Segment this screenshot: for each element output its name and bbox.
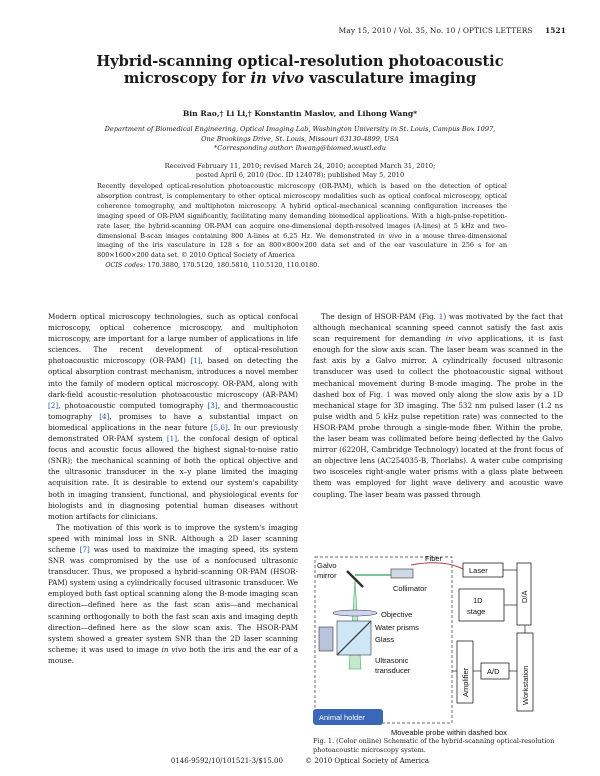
paragraph: Modern optical microscopy technologies, such as optical confocal microscopy, optical coherence microscopy, and multiphoton microscopy, are important for a large number of applications in life sciences. The recent development of optical-resolution photoacoustic microscopy (OR-PAM) [1], based on detecting the optical absorption contrast mechanism, introduces a novel member into the family of modern optical microscopy. OR-PAM, along with dark-field acoustic-resolution photoacoustic microscopy (AR-PAM) [2], photoacoustic computed tomography [3], and thermoacoustic tomography [4], promises to have a substantial impact on biomedical applications in the near future [5,6]. In our previously demonstrated OR-PAM system [1], the confocal design of optical focus and acoustic focus allowed the highest signal-to-noise ratio (SNR); the mechanical scanning of both the optical objective and the ultrasonic transducer in the x–y plane limited the imaging acquisition rate. It is desirable to extend our system's capability both in imaging transient, functional, and physiological events for biologists and in diagnosing potential human diseases without motion artifacts for clinicians. [48,312,299,521]
animal-holder-label: Animal holder [319,713,365,722]
laser-label: Laser [469,566,488,575]
citation-link[interactable]: [2] [48,400,59,410]
galvo-label-2: mirror [317,571,337,580]
amplifier-label: Amplifier [461,667,470,697]
dates-line-2: posted April 6, 2010 (Doc. ID 124078); published May 5, 2010 [195,171,405,180]
affiliation-line-2: One Brookings Drive, St. Louis, Missouri 63130-4899, USA [201,134,399,143]
figure-link[interactable]: 1 [438,312,444,321]
system-schematic-figure [313,541,563,756]
probe-box-label: Moveable probe within dashed box [391,728,507,737]
citation-link[interactable]: [5,6] [210,422,228,432]
fiber-label: Fiber [425,554,443,563]
abstract: Recently developed optical-resolution photoacoustic microscopy (OR-PAM), which is based on the detection of optical absorption contrast, is complementary to other optical microscopy modalities such as optical confocal microscopy, optical coherence tomography, and multiphoton microscopy. A hybrid optical–mechanical scanning configuration increases the imaging speed of OR-PAM significantly, facilitating many demanding biomedical applications. With a high-pulse-repetition-rate laser, the hybrid-scanning OR-PAM can acquire one-dimensional depth-resolved images (A-lines) at 5 kHz and two-dimensional B-scan images containing 800 A-lines at 6.25 Hz. We demonstrated in vivo in a mouse three-dimensional imaging of the iris vasculature in 128 s for an 800×800×200 data set and of the ear vasculature in 256 s for an 800×1600×200 data set. © 2010 Optical Society of America OCIS codes: 170.3880, 170.5120, 180.5810, 110.5120, 110.0180. [97,182,507,270]
transducer-shape [319,627,333,651]
ocis-codes: OCIS codes: 170.3880, 170.5120, 180.5810, 110.5120, 110.0180. [105,261,320,270]
article-code: 0146-9592/10/101521-3/$15.00 [170,757,283,765]
affiliation-line-1: Department of Biomedical Engineering, Optical Imaging Lab, Washington University in St. Louis, Campus Box 1097, [104,125,496,133]
figure-caption: Fig. 1. (Color online) Schematic of the hybrid-scanning optical-resolution photoacoustic microscopy system. [313,737,555,754]
publication-dates [0,162,600,181]
glass-label: Glass [375,635,395,644]
galvo-label-1: Galvo [317,561,337,570]
body-column-left [48,311,298,666]
citation-link[interactable]: [7] [79,544,90,554]
corresponding-author: *Corresponding author: lhwang@biomed.wustl.edu [213,144,386,153]
da-label: D/A [520,590,529,603]
transducer-label-1: Ultrasonic [375,656,409,665]
citation-link[interactable]: [1] [166,434,178,444]
page-footer [0,757,600,765]
paragraph: The motivation of this work is to improve the system's imaging speed with minimal loss in SNR. Although a 2D laser scanning scheme [7] was used to maximize the imaging speed, its system SNR was compromised by the use of a nonfocused ultrasonic transducer. Thus, we proposed a hybrid-scanning OR-PAM (HSOR-PAM) system using a cylindrically focused ultrasonic transducer. We employed both fast optical scanning along the B-mode imaging scan direction—defined here as the fast scan axis—and mechanical scanning orthogonally to both the fast scan axis and imaging depth direction—defined here as the slow scan axis. The HSOR-PAM system showed a greater system SNR than the 2D laser scanning scheme; it was used to image in vivo both the iris and the ear of a mouse. [48,522,299,665]
citation-link[interactable]: [4] [99,411,110,421]
page-number: 1521 [545,26,566,35]
running-header-text: May 15, 2010 / Vol. 35, No. 10 / OPTICS LETTERS [338,26,533,35]
transducer-label-2: transducer [375,666,411,675]
title-line-1: Hybrid-scanning optical-resolution photoacoustic [96,53,504,70]
paper-title [0,53,600,87]
title-line-2: microscopy for in vivo vasculature imaging [123,70,477,87]
stage-box [459,589,504,621]
author-list: Bin Rao,† Li Li,† Konstantin Maslov, and Lihong Wang* [182,109,418,118]
objective-label: Objective [381,610,413,619]
paragraph: The design of HSOR-PAM (Fig. 1) was motivated by the fact that although mechanical scanning speed cannot satisfy the fast axis scan requirement for demanding in vivo applications, it is fast enough for the slow axis scan. The laser beam was scanned in the fast axis by a Galvo mirror. A cylindrically focused ultrasonic transducer was used to collect the photoacoustic signal without mechanical movement during B-mode imaging. The probe in the dashed box of Fig. 1 was moved only along the slow axis by a 1D mechanical stage for 3D imaging. The 532 nm pulsed laser (1.2 ns pulse width and 5 kHz pulse repetition rate) was connected to the HSOR-PAM probe through a single-mode fiber. Within the probe, the laser beam was collimated before being deflected by the Galvo mirror (6220H, Cambridge Technology) located at the front focus of an objective lens (AC254035-B, Thorlabs). A water cube comprising two isosceles right-angle water prisms with a glass plate between them was employed for light wave delivery and acoustic wave coupling. The laser beam was passed through [313,312,563,499]
workstation-label: Workstation [521,665,530,705]
stage-label-2: stage [467,607,486,616]
stage-label-1: 1D [473,596,483,605]
collimator-shape [391,569,413,578]
prisms-label: Water prisms [375,623,419,632]
collimator-label: Collimator [393,584,427,593]
dates-line-1: Received February 11, 2010; revised March 24, 2010; accepted March 31, 2010; [164,162,436,170]
ad-label: A/D [487,667,500,676]
objective-lens [333,610,377,616]
running-header [339,26,566,35]
fiber-line [411,563,463,569]
affiliation [0,125,600,154]
body-column-right [313,311,563,500]
copyright: © 2010 Optical Society of America [305,757,430,765]
citation-link[interactable]: [1] [190,356,201,366]
figure-link[interactable]: 1 [386,389,391,399]
citation-link[interactable]: [3] [207,400,218,410]
